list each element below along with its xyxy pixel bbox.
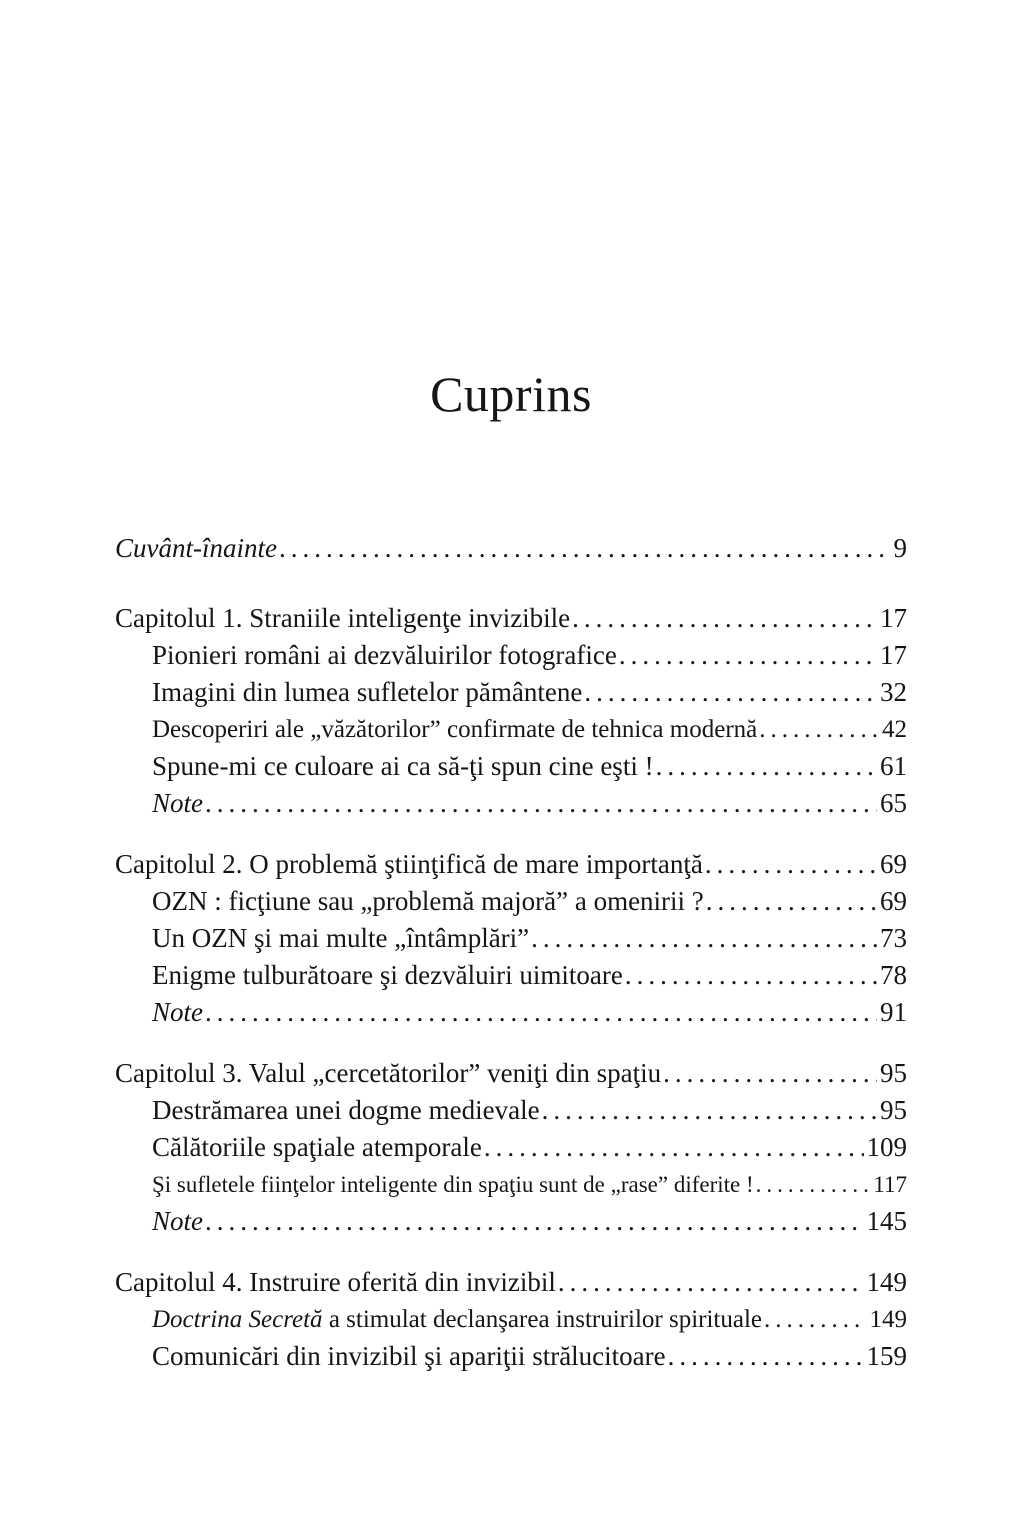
dot-leader (279, 530, 891, 567)
toc-entry-note (115, 994, 907, 1031)
toc-entry (115, 1166, 907, 1203)
chapter-group-3 (115, 1055, 907, 1240)
dot-leader (205, 1203, 864, 1240)
toc-entry (115, 920, 907, 957)
toc-entry-label: OZN : ficţiune sau „problemă majoră” a omenirii ? (152, 886, 704, 916)
toc-entry-label: Pionieri români ai dezvăluirilor fotografice (152, 640, 617, 670)
table-of-contents (115, 530, 907, 1375)
toc-entry-label: Destrămarea unei dogme medievale (152, 1095, 540, 1125)
page-title: Cuprins (430, 366, 592, 422)
dot-leader (668, 1338, 864, 1375)
dot-leader (558, 1264, 864, 1301)
toc-entry (115, 883, 907, 920)
toc-entry-note (115, 785, 907, 822)
page-number: 109 (866, 1132, 907, 1162)
chapter-group-1 (115, 600, 907, 822)
toc-entry (115, 711, 907, 748)
dot-leader (542, 1092, 877, 1129)
toc-entry-label: Călătoriile spaţiale atemporale (152, 1132, 482, 1162)
chapter-group-4 (115, 1264, 907, 1375)
toc-chapter-entry (115, 600, 907, 637)
toc-entry-label: Note (152, 788, 203, 818)
dot-leader (656, 748, 877, 785)
page-number: 69 (880, 849, 907, 879)
toc-entry-label: Enigme tulburătoare şi dezvăluiri uimitoare (152, 960, 623, 990)
dot-leader (756, 1166, 871, 1203)
toc-entry (115, 637, 907, 674)
toc-entry-label: Şi sufletele fiinţelor inteligente din spaţiu sunt de „rase” diferite ! (152, 1172, 754, 1197)
page-number: 149 (869, 1306, 907, 1333)
toc-entry (115, 1092, 907, 1129)
page-number: 69 (880, 886, 907, 916)
page-number: 17 (880, 640, 907, 670)
dot-leader (531, 920, 877, 957)
dot-leader (584, 674, 877, 711)
toc-entry (115, 1129, 907, 1166)
toc-entry-label (152, 1301, 762, 1338)
toc-entry-note (115, 1203, 907, 1240)
dot-leader (619, 637, 877, 674)
toc-entry-label-roman-part: a stimulat declanşarea instruirilor spirituale (322, 1306, 763, 1333)
page-number: 42 (882, 716, 907, 743)
toc-chapter-entry (115, 846, 907, 883)
toc-entry-label: Spune-mi ce culoare ai ca să-ţi spun cine eşti ! (152, 751, 654, 781)
dot-leader (705, 846, 877, 883)
toc-entry-label: Imagini din lumea sufletelor pământene (152, 677, 583, 707)
toc-entry (115, 674, 907, 711)
dot-leader (706, 883, 877, 920)
page-number: 95 (880, 1095, 907, 1125)
page-number: 61 (880, 751, 907, 781)
toc-entry (115, 957, 907, 994)
toc-chapter-label: Capitolul 2. O problemă ştiinţifică de mare importanţă (115, 849, 703, 879)
toc-entry-label: Note (152, 1206, 203, 1236)
dot-leader (205, 785, 877, 822)
page-number: 91 (880, 997, 907, 1027)
page-number: 9 (893, 533, 907, 563)
toc-entry (115, 1338, 907, 1375)
page-number: 159 (866, 1341, 907, 1371)
toc-entry-front-matter (115, 530, 907, 567)
toc-entry-label: Note (152, 997, 203, 1027)
dot-leader (663, 1055, 877, 1092)
page-number: 65 (880, 788, 907, 818)
toc-chapter-label: Capitolul 1. Straniile inteligenţe invizibile (115, 603, 571, 633)
dot-leader (764, 1301, 866, 1338)
toc-entry (115, 1301, 907, 1338)
dot-leader (759, 711, 879, 748)
dot-leader (484, 1129, 864, 1166)
dot-leader (625, 957, 877, 994)
toc-chapter-entry (115, 1264, 907, 1301)
toc-chapter-entry (115, 1055, 907, 1092)
page-number: 17 (880, 603, 907, 633)
page-number: 117 (873, 1172, 907, 1197)
dot-leader (572, 600, 877, 637)
toc-chapter-label: Capitolul 3. Valul „cercetătorilor” veniţi din spaţiu (115, 1058, 662, 1088)
chapter-group-2 (115, 846, 907, 1031)
toc-entry (115, 748, 907, 785)
toc-entry-label: Cuvânt-înainte (115, 533, 277, 563)
toc-entry-label: Descoperiri ale „văzătorilor” confirmate de tehnica modernă (152, 716, 758, 743)
toc-entry-label: Un OZN şi mai multe „întâmplări” (152, 923, 530, 953)
page-number: 149 (866, 1267, 907, 1297)
page-number: 145 (866, 1206, 907, 1236)
page-number: 78 (880, 960, 907, 990)
page-number: 73 (880, 923, 907, 953)
toc-entry-label: Comunicări din invizibil şi apariţii strălucitoare (152, 1341, 666, 1371)
toc-entry-label-italic-part: Doctrina Secretă (152, 1306, 323, 1333)
page-number: 95 (880, 1058, 907, 1088)
page-number: 32 (880, 677, 907, 707)
toc-chapter-label: Capitolul 4. Instruire oferită din invizibil (115, 1267, 556, 1297)
dot-leader (205, 994, 877, 1031)
